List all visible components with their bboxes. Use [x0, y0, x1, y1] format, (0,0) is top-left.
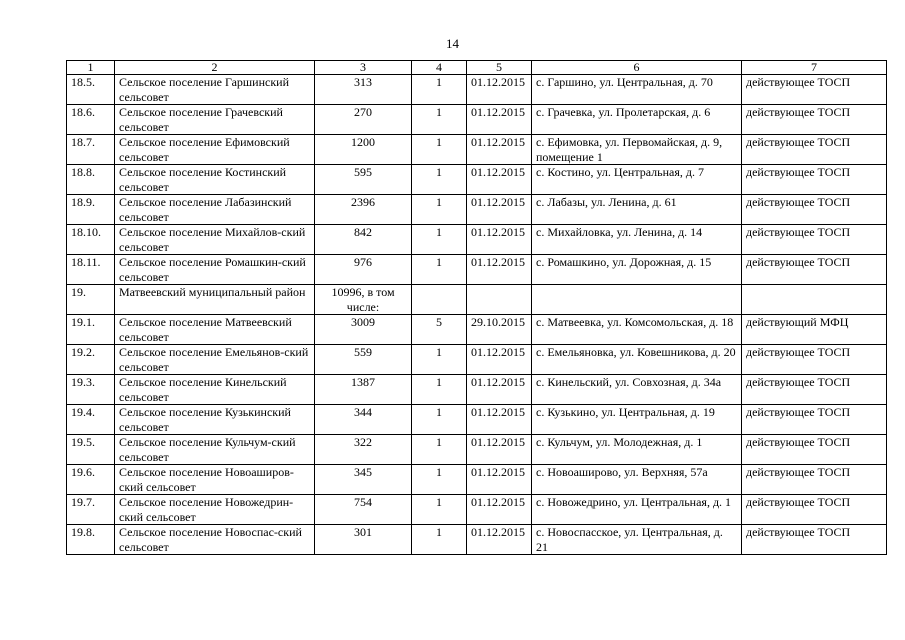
row-number-cell: 19.8.	[67, 525, 115, 555]
table-row	[67, 195, 887, 225]
column-header-6: 6	[532, 61, 742, 75]
status-cell: действующее ТОСП	[742, 255, 887, 285]
address-cell: с. Михайловка, ул. Ленина, д. 14	[532, 225, 742, 255]
table-row	[67, 225, 887, 255]
date-cell: 01.12.2015	[467, 75, 532, 105]
count-cell: 1	[412, 255, 467, 285]
table-row	[67, 375, 887, 405]
settlement-name-cell: Сельское поселение Ромашкин-ский сельсовет	[115, 255, 315, 285]
population-cell: 301	[315, 525, 412, 555]
count-cell: 1	[412, 135, 467, 165]
row-number-cell: 18.7.	[67, 135, 115, 165]
table-row	[67, 345, 887, 375]
status-cell: действующее ТОСП	[742, 195, 887, 225]
population-cell: 322	[315, 435, 412, 465]
table-body	[67, 75, 887, 555]
status-cell: действующее ТОСП	[742, 75, 887, 105]
address-cell	[532, 285, 742, 315]
population-cell: 1200	[315, 135, 412, 165]
row-number-cell: 18.11.	[67, 255, 115, 285]
address-cell: с. Кинельский, ул. Совхозная, д. 34а	[532, 375, 742, 405]
population-cell: 1387	[315, 375, 412, 405]
address-cell: с. Кульчум, ул. Молодежная, д. 1	[532, 435, 742, 465]
date-cell: 01.12.2015	[467, 345, 532, 375]
status-cell: действующее ТОСП	[742, 525, 887, 555]
date-cell: 01.12.2015	[467, 225, 532, 255]
settlement-name-cell: Сельское поселение Новожедрин-ский сельсовет	[115, 495, 315, 525]
settlement-name-cell: Сельское поселение Кузькинский сельсовет	[115, 405, 315, 435]
count-cell: 1	[412, 195, 467, 225]
address-cell: с. Ефимовка, ул. Первомайская, д. 9, помещение 1	[532, 135, 742, 165]
status-cell: действующее ТОСП	[742, 495, 887, 525]
population-cell: 3009	[315, 315, 412, 345]
population-cell: 754	[315, 495, 412, 525]
count-cell: 1	[412, 225, 467, 255]
settlement-name-cell: Сельское поселение Лабазинский сельсовет	[115, 195, 315, 225]
date-cell: 01.12.2015	[467, 135, 532, 165]
population-cell: 842	[315, 225, 412, 255]
count-cell: 1	[412, 345, 467, 375]
population-cell: 2396	[315, 195, 412, 225]
date-cell: 01.12.2015	[467, 105, 532, 135]
table-row	[67, 315, 887, 345]
table-row	[67, 105, 887, 135]
address-cell: с. Костино, ул. Центральная, д. 7	[532, 165, 742, 195]
row-number-cell: 18.8.	[67, 165, 115, 195]
date-cell: 01.12.2015	[467, 375, 532, 405]
address-cell: с. Новоспасское, ул. Центральная, д. 21	[532, 525, 742, 555]
status-cell: действующее ТОСП	[742, 225, 887, 255]
status-cell: действующее ТОСП	[742, 345, 887, 375]
row-number-cell: 19.5.	[67, 435, 115, 465]
column-header-5: 5	[467, 61, 532, 75]
row-number-cell: 18.5.	[67, 75, 115, 105]
count-cell: 1	[412, 495, 467, 525]
settlement-name-cell: Сельское поселение Кинельский сельсовет	[115, 375, 315, 405]
row-number-cell: 18.9.	[67, 195, 115, 225]
row-number-cell: 19.6.	[67, 465, 115, 495]
count-cell: 1	[412, 375, 467, 405]
address-cell: с. Грачевка, ул. Пролетарская, д. 6	[532, 105, 742, 135]
settlement-name-cell: Сельское поселение Костинский сельсовет	[115, 165, 315, 195]
count-cell: 1	[412, 165, 467, 195]
date-cell: 01.12.2015	[467, 525, 532, 555]
table-row	[67, 465, 887, 495]
date-cell: 01.12.2015	[467, 465, 532, 495]
population-cell: 345	[315, 465, 412, 495]
settlement-name-cell: Сельское поселение Новоспас-ский сельсовет	[115, 525, 315, 555]
count-cell: 1	[412, 105, 467, 135]
date-cell: 01.12.2015	[467, 405, 532, 435]
population-cell: 313	[315, 75, 412, 105]
address-cell: с. Матвеевка, ул. Комсомольская, д. 18	[532, 315, 742, 345]
population-cell: 270	[315, 105, 412, 135]
status-cell: действующий МФЦ	[742, 315, 887, 345]
status-cell: действующее ТОСП	[742, 405, 887, 435]
date-cell: 01.12.2015	[467, 195, 532, 225]
row-number-cell: 18.6.	[67, 105, 115, 135]
status-cell: действующее ТОСП	[742, 375, 887, 405]
table-row	[67, 165, 887, 195]
table-row	[67, 435, 887, 465]
status-cell	[742, 285, 887, 315]
header-row	[67, 61, 887, 75]
row-number-cell: 19.2.	[67, 345, 115, 375]
address-cell: с. Ромашкино, ул. Дорожная, д. 15	[532, 255, 742, 285]
status-cell: действующее ТОСП	[742, 135, 887, 165]
column-header-4: 4	[412, 61, 467, 75]
row-number-cell: 19.	[67, 285, 115, 315]
address-cell: с. Лабазы, ул. Ленина, д. 61	[532, 195, 742, 225]
date-cell: 01.12.2015	[467, 165, 532, 195]
count-cell: 1	[412, 435, 467, 465]
settlement-name-cell: Матвеевский муниципальный район	[115, 285, 315, 315]
count-cell	[412, 285, 467, 315]
settlement-name-cell: Сельское поселение Новоаширов-ский сельсовет	[115, 465, 315, 495]
table-row	[67, 135, 887, 165]
settlement-name-cell: Сельское поселение Кульчум-ский сельсовет	[115, 435, 315, 465]
status-cell: действующее ТОСП	[742, 165, 887, 195]
table-row	[67, 255, 887, 285]
column-header-1: 1	[67, 61, 115, 75]
settlement-name-cell: Сельское поселение Михайлов-ский сельсовет	[115, 225, 315, 255]
date-cell: 01.12.2015	[467, 255, 532, 285]
row-number-cell: 19.7.	[67, 495, 115, 525]
population-cell: 595	[315, 165, 412, 195]
table-row	[67, 495, 887, 525]
population-cell: 559	[315, 345, 412, 375]
table-row	[67, 75, 887, 105]
settlements-table	[66, 60, 887, 555]
date-cell: 01.12.2015	[467, 495, 532, 525]
address-cell: с. Новожедрино, ул. Центральная, д. 1	[532, 495, 742, 525]
status-cell: действующее ТОСП	[742, 105, 887, 135]
row-number-cell: 19.1.	[67, 315, 115, 345]
row-number-cell: 18.10.	[67, 225, 115, 255]
settlement-name-cell: Сельское поселение Емельянов-ский сельсовет	[115, 345, 315, 375]
status-cell: действующее ТОСП	[742, 435, 887, 465]
settlement-name-cell: Сельское поселение Гаршинский сельсовет	[115, 75, 315, 105]
column-header-3: 3	[315, 61, 412, 75]
address-cell: с. Емельяновка, ул. Ковешникова, д. 20	[532, 345, 742, 375]
count-cell: 1	[412, 405, 467, 435]
table-row	[67, 525, 887, 555]
population-cell: 976	[315, 255, 412, 285]
population-cell: 10996, в том числе:	[315, 285, 412, 315]
count-cell: 1	[412, 525, 467, 555]
status-cell: действующее ТОСП	[742, 465, 887, 495]
count-cell: 1	[412, 75, 467, 105]
date-cell: 29.10.2015	[467, 315, 532, 345]
count-cell: 5	[412, 315, 467, 345]
row-number-cell: 19.3.	[67, 375, 115, 405]
settlement-name-cell: Сельское поселение Ефимовский сельсовет	[115, 135, 315, 165]
page-number: 14	[446, 36, 459, 51]
date-cell: 01.12.2015	[467, 435, 532, 465]
address-cell: с. Кузькино, ул. Центральная, д. 19	[532, 405, 742, 435]
address-cell: с. Гаршино, ул. Центральная, д. 70	[532, 75, 742, 105]
count-cell: 1	[412, 465, 467, 495]
population-cell: 344	[315, 405, 412, 435]
address-cell: с. Новоаширово, ул. Верхняя, 57а	[532, 465, 742, 495]
settlement-name-cell: Сельское поселение Матвеевский сельсовет	[115, 315, 315, 345]
table-row	[67, 285, 887, 315]
date-cell	[467, 285, 532, 315]
column-header-7: 7	[742, 61, 887, 75]
settlement-name-cell: Сельское поселение Грачевский сельсовет	[115, 105, 315, 135]
table-row	[67, 405, 887, 435]
row-number-cell: 19.4.	[67, 405, 115, 435]
column-header-2: 2	[115, 61, 315, 75]
